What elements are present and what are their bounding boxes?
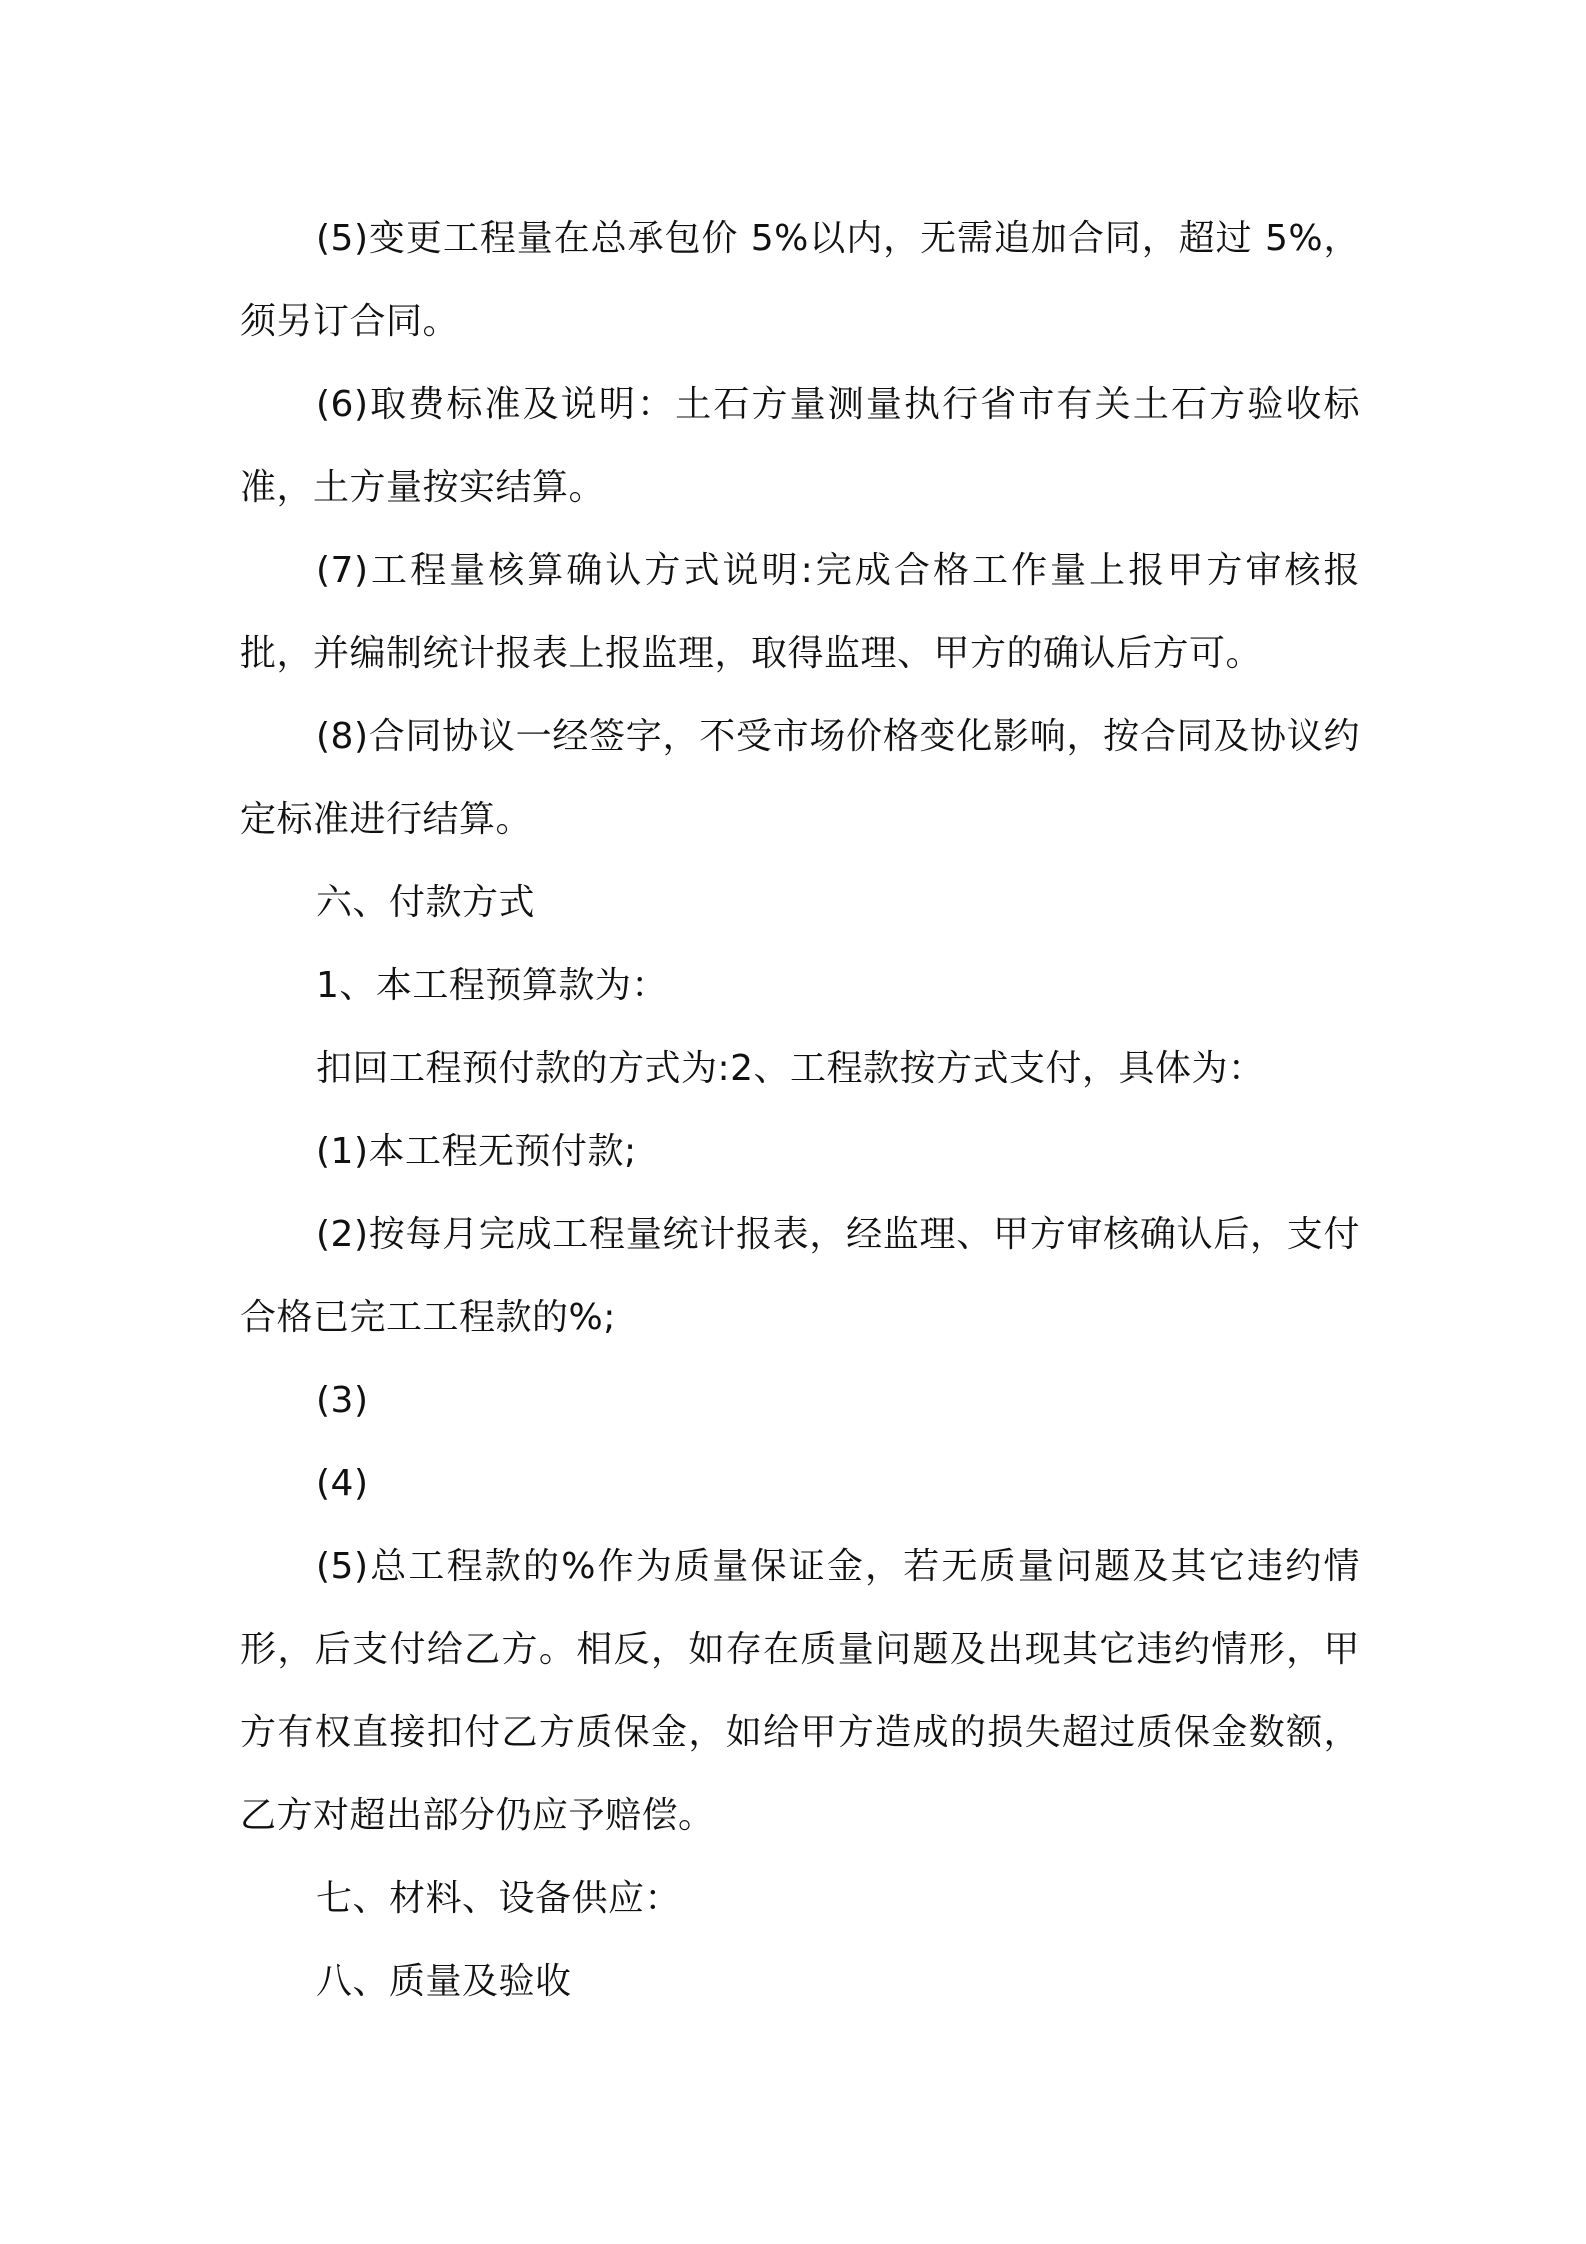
payment-subitem-2: (2)按每月完成工程量统计报表，经监理、甲方审核确认后，支付合格已完工工程款的%; bbox=[240, 1214, 1360, 1338]
section-heading-materials: 七、材料、设备供应： bbox=[316, 1878, 682, 1919]
paragraph-8-contract-signing: (8)合同协议一经签字，不受市场价格变化影响，按合同及协议约定标准进行结算。 bbox=[240, 716, 1360, 840]
paragraph-7-quantity-verification: (7)工程量核算确认方式说明:完成合格工作量上报甲方审核报批，并编制统计报表上报监理，取得监理、甲方的确认后方可。 bbox=[240, 550, 1360, 674]
payment-subitem-1: (1)本工程无预付款; bbox=[316, 1131, 637, 1172]
paragraph-5-change-quantity: (5)变更工程量在总承包价 5%以内，无需追加合同，超过 5%，须另订合同。 bbox=[240, 218, 1360, 342]
payment-subitem-3: (3) bbox=[316, 1380, 369, 1421]
paragraph-6-fee-standard: (6)取费标准及说明：土石方量测量执行省市有关土石方验收标准，土方量按实结算。 bbox=[240, 384, 1360, 508]
section-heading-payment: 六、付款方式 bbox=[316, 882, 536, 923]
payment-item-2: 扣回工程预付款的方式为:2、工程款按方式支付，具体为： bbox=[316, 1048, 1265, 1089]
document-body bbox=[240, 197, 1360, 2023]
payment-subitem-4: (4) bbox=[316, 1463, 369, 1504]
section-heading-quality: 八、质量及验收 bbox=[316, 1961, 572, 2002]
payment-item-1: 1、本工程预算款为： bbox=[316, 965, 668, 1006]
payment-subitem-5: (5)总工程款的%作为质量保证金，若无质量问题及其它违约情形，后支付给乙方。相反，如存在质量问题及出现其它违约情形，甲方有权直接扣付乙方质保金，如给甲方造成的损失超过质保金数额，乙方对超出部分仍应予赔偿。 bbox=[240, 1546, 1360, 1836]
